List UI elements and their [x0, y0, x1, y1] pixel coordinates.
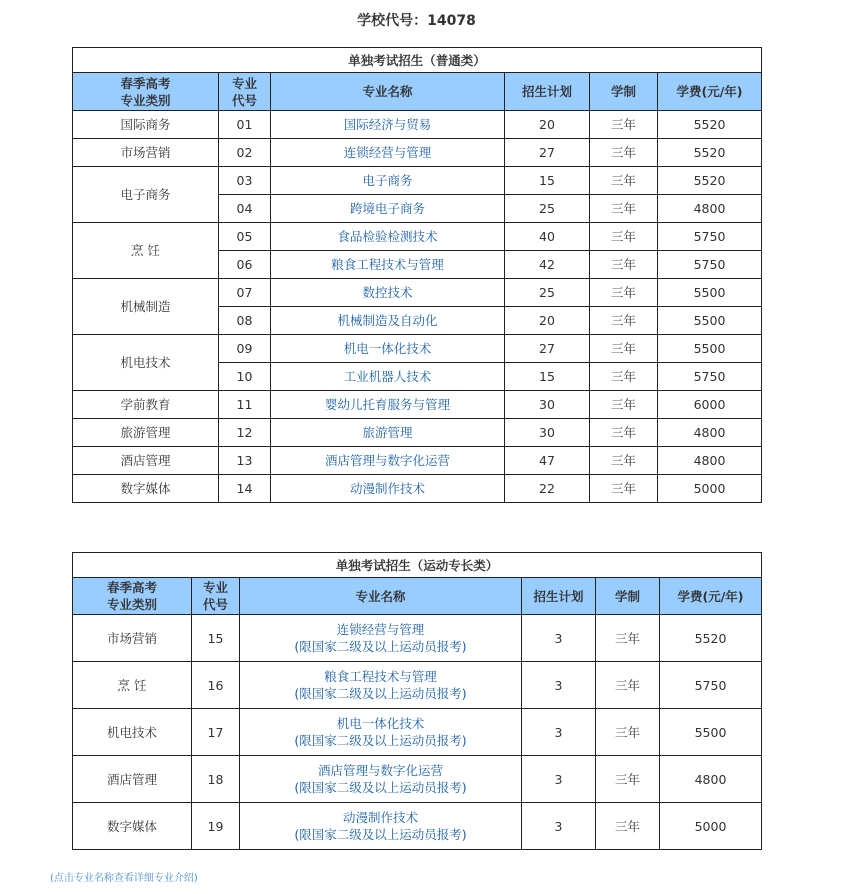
table-caption: 单独考试招生（运动专长类）: [73, 553, 762, 578]
category-cell: 机电技术: [73, 335, 219, 391]
code-cell: 14: [219, 475, 271, 503]
major-name-link[interactable]: 旅游管理: [271, 419, 505, 447]
fee-cell: 5520: [658, 139, 762, 167]
years-cell: 三年: [596, 662, 660, 709]
fee-cell: 5750: [660, 662, 762, 709]
major-name-link[interactable]: 食品检验检测技术: [271, 223, 505, 251]
fee-cell: 5750: [658, 223, 762, 251]
years-cell: 三年: [590, 251, 658, 279]
category-cell: 酒店管理: [73, 447, 219, 475]
category-cell: 旅游管理: [73, 419, 219, 447]
fee-cell: 5000: [658, 475, 762, 503]
code-cell: 07: [219, 279, 271, 307]
major-name-link[interactable]: 粮食工程技术与管理 (限国家二级及以上运动员报考): [240, 662, 522, 709]
major-name-link[interactable]: 机电一体化技术 (限国家二级及以上运动员报考): [240, 709, 522, 756]
plan-cell: 42: [505, 251, 590, 279]
major-name-link[interactable]: 国际经济与贸易: [271, 111, 505, 139]
major-name-link[interactable]: 机电一体化技术: [271, 335, 505, 363]
plan-cell: 47: [505, 447, 590, 475]
category-cell: 烹 饪: [73, 223, 219, 279]
years-cell: 三年: [596, 709, 660, 756]
major-name-link[interactable]: 连锁经营与管理: [271, 139, 505, 167]
category-cell: 机械制造: [73, 279, 219, 335]
fee-cell: 5520: [658, 111, 762, 139]
code-cell: 18: [192, 756, 240, 803]
major-name-link[interactable]: 工业机器人技术: [271, 363, 505, 391]
years-cell: 三年: [590, 363, 658, 391]
header-category: 春季高考 专业类别: [73, 578, 192, 615]
regular-admission-table: [72, 47, 762, 503]
fee-cell: 5000: [660, 803, 762, 850]
major-name-link[interactable]: 跨境电子商务: [271, 195, 505, 223]
category-cell: 学前教育: [73, 391, 219, 419]
code-cell: 05: [219, 223, 271, 251]
years-cell: 三年: [596, 615, 660, 662]
years-cell: 三年: [590, 391, 658, 419]
major-name-link[interactable]: 粮食工程技术与管理: [271, 251, 505, 279]
plan-cell: 3: [522, 756, 596, 803]
plan-cell: 15: [505, 363, 590, 391]
years-cell: 三年: [590, 279, 658, 307]
years-cell: 三年: [590, 475, 658, 503]
footnote[interactable]: (点击专业名称查看详细专业介绍): [50, 873, 198, 884]
table-row: [73, 391, 762, 419]
fee-cell: 5750: [658, 363, 762, 391]
major-name-link[interactable]: 动漫制作技术: [271, 475, 505, 503]
fee-cell: 5520: [658, 167, 762, 195]
code-cell: 08: [219, 307, 271, 335]
years-cell: 三年: [590, 195, 658, 223]
table-row: [73, 223, 762, 251]
table-row: [73, 803, 762, 850]
sports-admission-table: [72, 552, 762, 850]
header-row: [73, 73, 762, 111]
table-row: [73, 615, 762, 662]
plan-cell: 30: [505, 391, 590, 419]
table-row: [73, 756, 762, 803]
years-cell: 三年: [590, 167, 658, 195]
major-name-link[interactable]: 婴幼儿托育服务与管理: [271, 391, 505, 419]
header-code: 专业 代号: [219, 73, 271, 111]
code-cell: 02: [219, 139, 271, 167]
fee-cell: 5750: [658, 251, 762, 279]
header-years: 学制: [596, 578, 660, 615]
table-row: [73, 279, 762, 307]
header-name: 专业名称: [240, 578, 522, 615]
major-name-link[interactable]: 酒店管理与数字化运营: [271, 447, 505, 475]
category-cell: 市场营销: [73, 139, 219, 167]
category-cell: 机电技术: [73, 709, 192, 756]
code-cell: 17: [192, 709, 240, 756]
header-fee: 学费(元/年): [658, 73, 762, 111]
fee-cell: 5500: [658, 307, 762, 335]
category-cell: 数字媒体: [73, 475, 219, 503]
fee-cell: 5500: [660, 709, 762, 756]
plan-cell: 27: [505, 139, 590, 167]
header-name: 专业名称: [271, 73, 505, 111]
major-name-link[interactable]: 电子商务: [271, 167, 505, 195]
code-cell: 01: [219, 111, 271, 139]
fee-cell: 5500: [658, 335, 762, 363]
major-name-link[interactable]: 机械制造及自动化: [271, 307, 505, 335]
years-cell: 三年: [590, 447, 658, 475]
years-cell: 三年: [590, 223, 658, 251]
table-row: [73, 709, 762, 756]
plan-cell: 20: [505, 111, 590, 139]
code-cell: 10: [219, 363, 271, 391]
table-row: [73, 662, 762, 709]
table-row: [73, 167, 762, 195]
plan-cell: 3: [522, 803, 596, 850]
years-cell: 三年: [590, 139, 658, 167]
table-row: [73, 447, 762, 475]
category-cell: 烹 饪: [73, 662, 192, 709]
fee-cell: 4800: [660, 756, 762, 803]
plan-cell: 3: [522, 615, 596, 662]
category-cell: 酒店管理: [73, 756, 192, 803]
table-row: [73, 475, 762, 503]
plan-cell: 3: [522, 662, 596, 709]
header-fee: 学费(元/年): [660, 578, 762, 615]
header-years: 学制: [590, 73, 658, 111]
code-cell: 03: [219, 167, 271, 195]
table-row: [73, 335, 762, 363]
years-cell: 三年: [590, 419, 658, 447]
header-row: [73, 578, 762, 615]
code-cell: 06: [219, 251, 271, 279]
code-cell: 15: [192, 615, 240, 662]
code-cell: 04: [219, 195, 271, 223]
table-row: [73, 419, 762, 447]
fee-cell: 4800: [658, 195, 762, 223]
plan-cell: 30: [505, 419, 590, 447]
table-row: [73, 139, 762, 167]
category-cell: 国际商务: [73, 111, 219, 139]
years-cell: 三年: [590, 111, 658, 139]
years-cell: 三年: [596, 756, 660, 803]
header-plan: 招生计划: [505, 73, 590, 111]
code-cell: 11: [219, 391, 271, 419]
plan-cell: 15: [505, 167, 590, 195]
plan-cell: 22: [505, 475, 590, 503]
plan-cell: 40: [505, 223, 590, 251]
plan-cell: 3: [522, 709, 596, 756]
table-caption: 单独考试招生（普通类）: [73, 48, 762, 73]
code-cell: 16: [192, 662, 240, 709]
code-cell: 12: [219, 419, 271, 447]
plan-cell: 27: [505, 335, 590, 363]
years-cell: 三年: [590, 307, 658, 335]
header-code: 专业 代号: [192, 578, 240, 615]
years-cell: 三年: [596, 803, 660, 850]
fee-cell: 4800: [658, 447, 762, 475]
major-name-link[interactable]: 酒店管理与数字化运营 (限国家二级及以上运动员报考): [240, 756, 522, 803]
years-cell: 三年: [590, 335, 658, 363]
fee-cell: 6000: [658, 391, 762, 419]
category-cell: 数字媒体: [73, 803, 192, 850]
code-cell: 09: [219, 335, 271, 363]
table-row: [73, 111, 762, 139]
code-cell: 19: [192, 803, 240, 850]
code-cell: 13: [219, 447, 271, 475]
header-category: 春季高考 专业类别: [73, 73, 219, 111]
fee-cell: 5520: [660, 615, 762, 662]
fee-cell: 5500: [658, 279, 762, 307]
major-name-link[interactable]: 数控技术: [271, 279, 505, 307]
plan-cell: 25: [505, 195, 590, 223]
plan-cell: 20: [505, 307, 590, 335]
major-name-link[interactable]: 连锁经营与管理 (限国家二级及以上运动员报考): [240, 615, 522, 662]
plan-cell: 25: [505, 279, 590, 307]
category-cell: 电子商务: [73, 167, 219, 223]
category-cell: 市场营销: [73, 615, 192, 662]
major-name-link[interactable]: 动漫制作技术 (限国家二级及以上运动员报考): [240, 803, 522, 850]
header-plan: 招生计划: [522, 578, 596, 615]
school-code: 学校代号：14078: [357, 13, 476, 29]
fee-cell: 4800: [658, 419, 762, 447]
